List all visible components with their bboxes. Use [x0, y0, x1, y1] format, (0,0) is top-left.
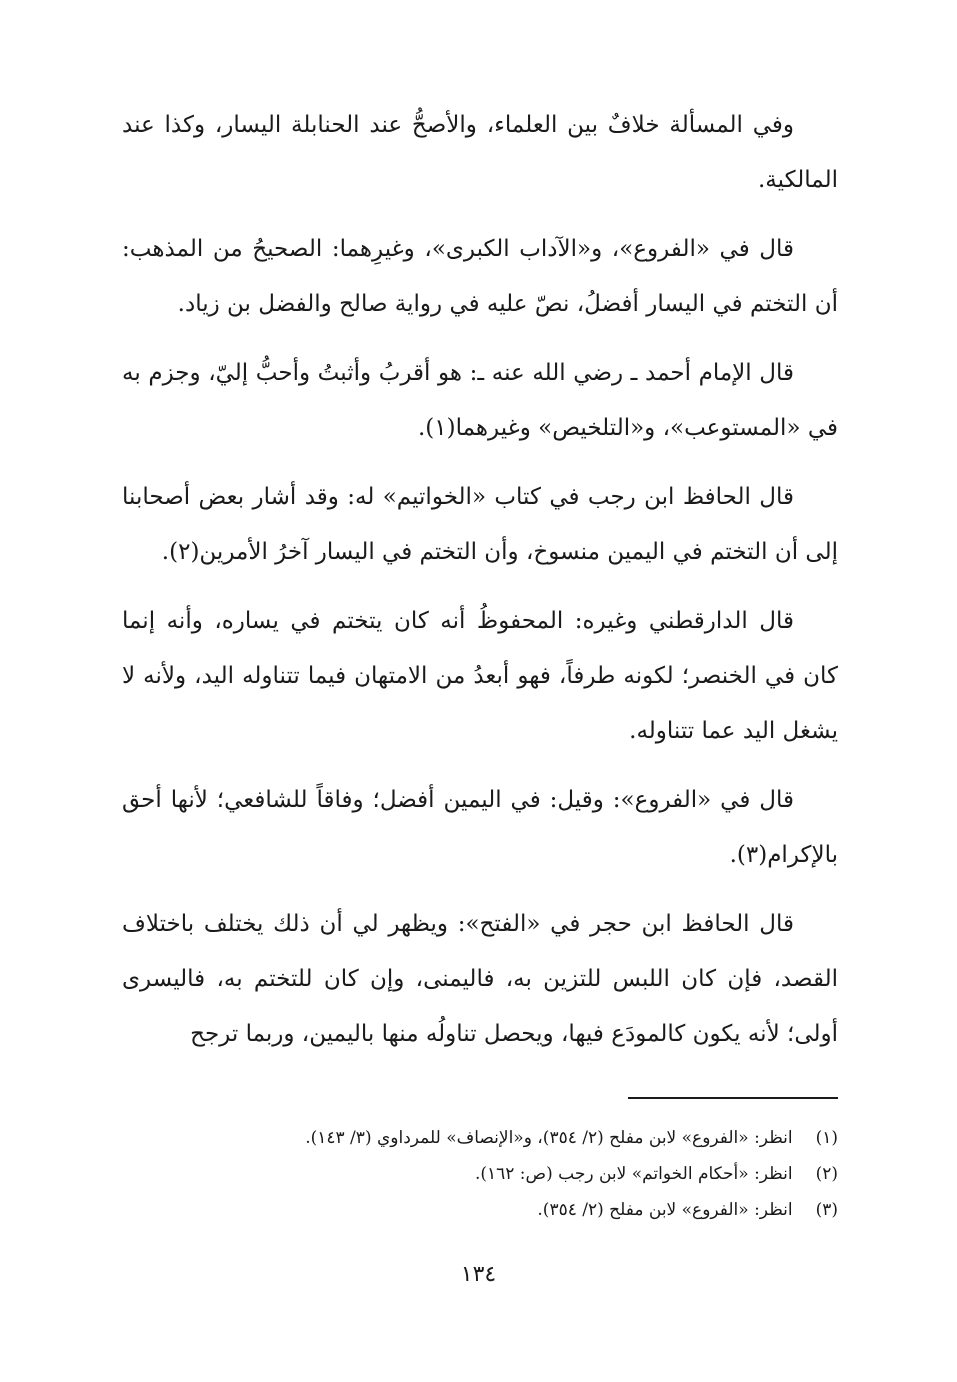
footnote-number: (٣) — [815, 1200, 838, 1220]
paragraph: قال في «الفروع»: وقيل: في اليمين أفضل؛ وفاقاً للشافعي؛ لأنها أحق بالإكرام(٣). — [122, 787, 838, 868]
footnote-number: (٢) — [815, 1164, 838, 1184]
paragraph: قال الحافظ ابن رجب في كتاب «الخواتيم» له: وقد أشار بعض أصحابنا إلى أن التختم في اليمين منسوخ، وأن التختم في اليسار آخرُ الأمرين(٢). — [122, 484, 838, 565]
paragraph: قال الدارقطني وغيره: المحفوظُ أنه كان يتختم في يساره، وأنه إنما كان في الخنصر؛ لكونه طرفاً، فهو أبعدُ من الامتهان فيما تتناوله اليد، ولأنه لا يشغل اليد عما تتناوله. — [122, 608, 838, 744]
paragraph: وفي المسألة خلافٌ بين العلماء، والأصحُّ عند الحنابلة اليسار، وكذا عند المالكية. — [122, 112, 838, 193]
page-number: ١٣٤ — [460, 1262, 497, 1287]
footnote-text: انظر: «الفروع» لابن مفلح (٢/ ٣٥٤). — [537, 1200, 793, 1220]
footnote — [150, 1156, 838, 1192]
footnotes — [150, 1120, 838, 1228]
paragraph: قال الإمام أحمد ـ رضي الله عنه ـ: هو أقربُ وأثبتُ وأحبُّ إليّ، وجزم به في «المستوعب»، و«التلخيص» وغيرهما(١). — [122, 360, 838, 441]
footnote-divider — [628, 1097, 838, 1099]
paragraph: قال الحافظ ابن حجر في «الفتح»: ويظهر لي أن ذلك يختلف باختلاف القصد، فإن كان اللبس للتزين به، فاليمنى، وإن كان للتختم به، فاليسرى أولى؛ لأنه يكون كالمودَع فيها، ويحصل تناولُه منها باليمين، وربما ترجح — [122, 911, 838, 1047]
footnote — [150, 1120, 838, 1156]
footnote-text: انظر: «الفروع» لابن مفلح (٢/ ٣٥٤)، و«الإنصاف» للمرداوي (٣/ ١٤٣). — [305, 1128, 793, 1148]
footnote — [150, 1192, 838, 1228]
paragraph: قال في «الفروع»، و«الآداب الكبرى»، وغيرِهما: الصحيحُ من المذهب: أن التختم في اليسار أفضلُ، نصّ عليه في رواية صالح والفضل بن زياد. — [122, 236, 838, 317]
footnote-text: انظر: «أحكام الخواتم» لابن رجب (ص: ١٦٢). — [474, 1164, 793, 1184]
footnote-number: (١) — [815, 1128, 838, 1148]
body-text — [122, 98, 838, 1076]
